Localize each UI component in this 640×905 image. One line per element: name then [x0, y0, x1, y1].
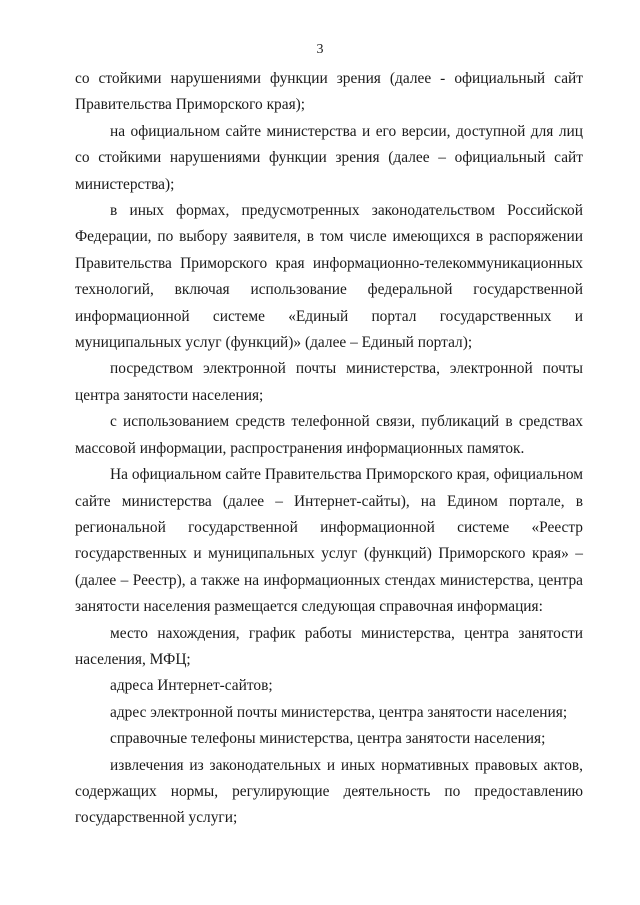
paragraph-telephone-media: с использованием средств телефонной связи, публикаций в средствах массовой информации, распространения информационных памяток. [75, 413, 583, 457]
paragraph-continuation: со стойкими нарушениями функции зрения (далее - официальный сайт Правительства Приморского края); [75, 70, 583, 114]
paragraph-legal-extracts: извлечения из законодательных и иных нормативных правовых актов, содержащих нормы, регулирующие деятельность по предоставлению государственной услуги; [75, 756, 583, 827]
page-number: 3 [316, 42, 324, 57]
paragraph-location-schedule: место нахождения, график работы министерства, центра занятости населения, МФЦ; [75, 624, 583, 668]
paragraph-website-addresses: адреса Интернет-сайтов; [110, 677, 273, 695]
paragraph-email-address: адрес электронной почты министерства, центра занятости населения; [110, 703, 568, 721]
document-body [75, 66, 583, 832]
paragraph-reference-phones: справочные телефоны министерства, центра занятости населения; [110, 730, 546, 748]
paragraph-email: посредством электронной почты министерства, электронной почты центра занятости населения; [75, 360, 583, 404]
paragraph-official-site-ministry: на официальном сайте министерства и его версии, доступной для лиц со стойкими нарушениями функции зрения (далее – официальный сайт министерства); [75, 122, 583, 193]
paragraph-reference-info-intro: На официальном сайте Правительства Приморского края, официальном сайте министерства (далее – Интернет-сайты), на Едином портале, в региональной государственной информационной системе «Реестр государственных и муниципальных услуг (функций) Приморского края» – (далее – Реестр), а также на информационных стендах министерства, центра занятости населения размещается следующая справочная информация: [75, 466, 583, 616]
paragraph-other-forms: в иных формах, предусмотренных законодательством Российской Федерации, по выбору заявителя, в том числе имеющихся в распоряжении Правительства Приморского края информационно-телекоммуникационных технологий, включая использование федеральной государственной информационной системе «Единый портал государственных и муниципальных услуг (функций)» (далее – Единый портал); [75, 202, 583, 352]
